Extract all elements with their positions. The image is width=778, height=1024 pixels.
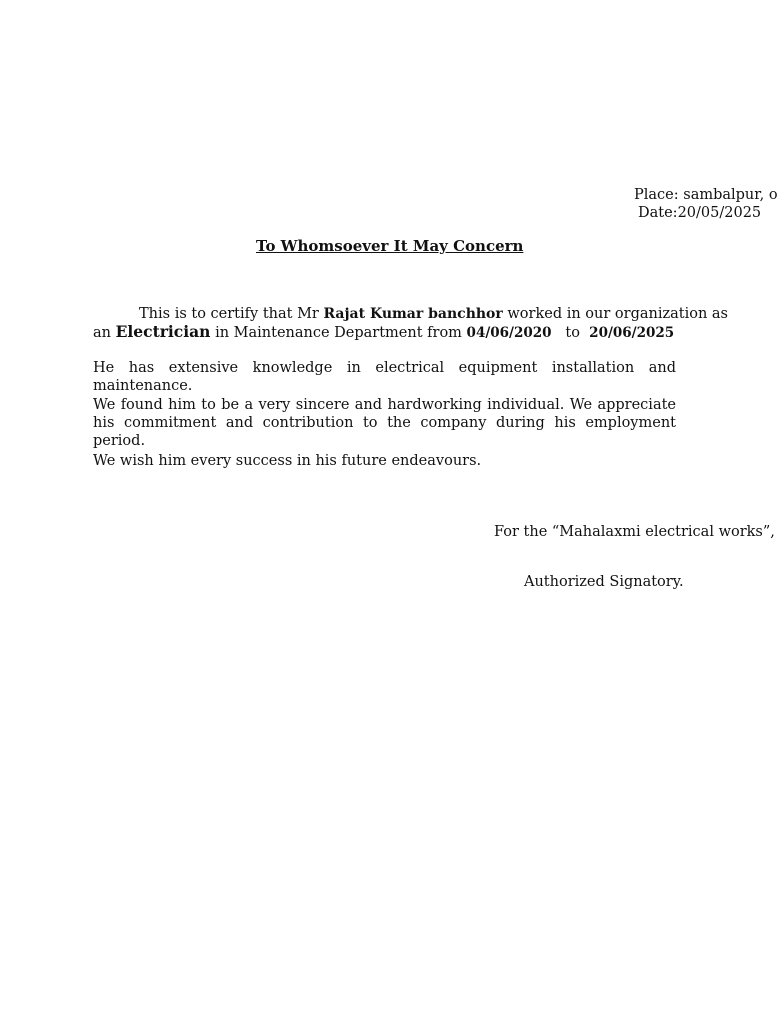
date-label: Date:	[638, 205, 678, 221]
place-label: Place:	[634, 187, 679, 203]
knowledge-paragraph: He has extensive knowledge in electrical equipment installation and maintenance.	[93, 360, 676, 394]
wishes-paragraph: We wish him every success in his future endeavours.	[93, 453, 482, 469]
designation: Electrician	[115, 322, 211, 341]
certify-line-1	[139, 305, 728, 323]
intro-prefix: This is to certify that Mr	[139, 306, 319, 322]
line2-middle: in Maintenance Department from	[215, 325, 462, 341]
certify-line-2	[93, 323, 674, 342]
date-value: 20/05/2025	[677, 205, 762, 221]
place-value: sambalpur, o	[683, 187, 778, 203]
page-title: To Whomsoever It May Concern	[256, 237, 524, 255]
date-line	[638, 204, 761, 222]
from-date: 04/06/2020	[466, 325, 552, 341]
place-line	[634, 186, 778, 204]
employee-name: Rajat Kumar banchhor	[323, 306, 503, 322]
to-date: 20/06/2025	[589, 325, 675, 341]
company-line: For the “Mahalaxmi electrical works”,	[494, 524, 775, 540]
line2-prefix: an	[93, 325, 111, 341]
intro-suffix: worked in our organization as	[507, 306, 728, 322]
to-word: to	[565, 325, 580, 341]
authorized-signatory: Authorized Signatory.	[524, 574, 684, 590]
appreciation-paragraph: We found him to be a very sincere and hardworking individual. We appreciate his commitment and contribution to the company during his employment period.	[93, 397, 676, 449]
